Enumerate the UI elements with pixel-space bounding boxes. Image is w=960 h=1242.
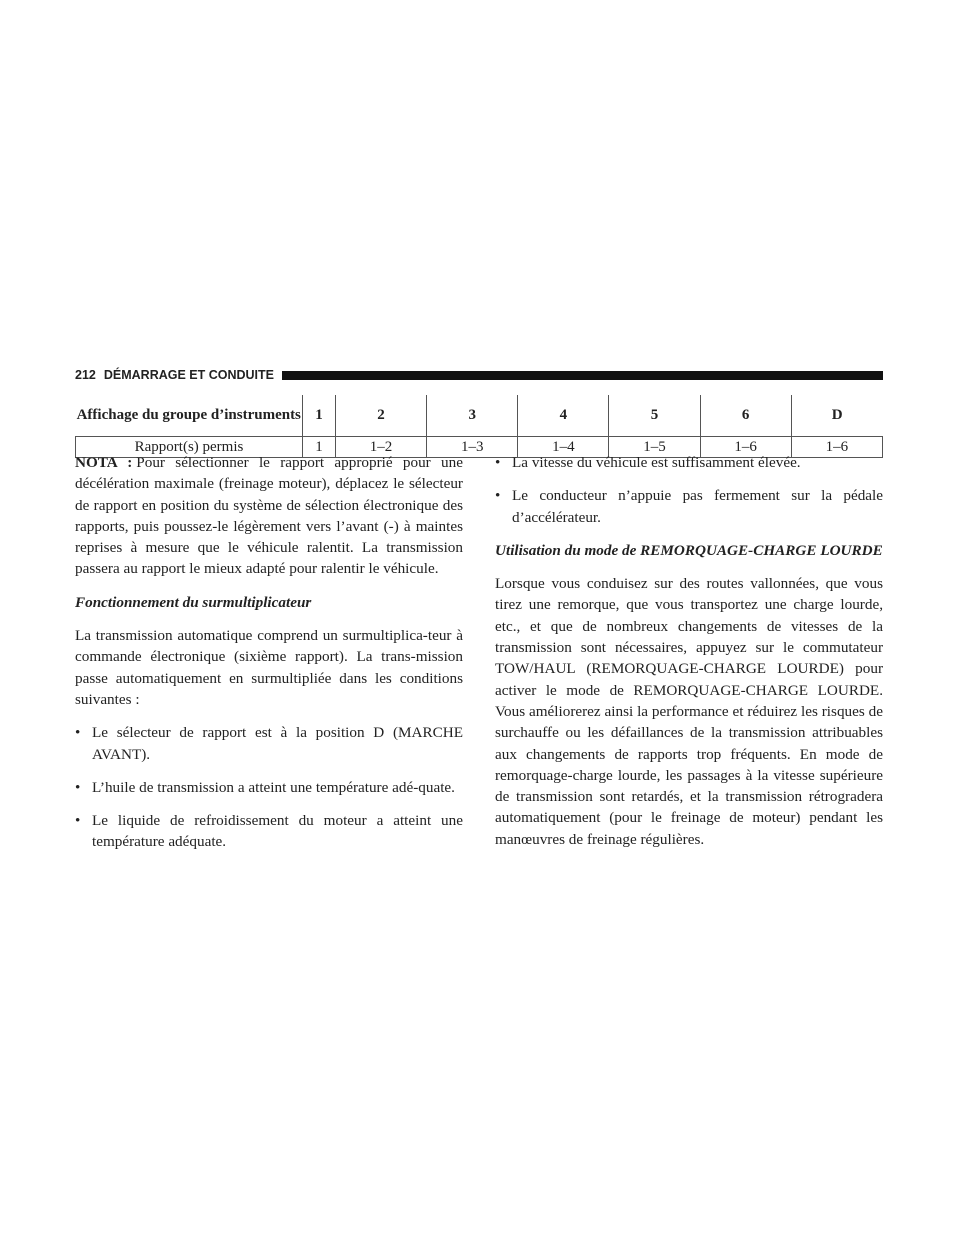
bullet-glyph: • [495,487,501,505]
table-cell: 1 [303,437,336,458]
table-row-label: Rapport(s) permis [76,437,303,458]
table-column-header: 3 [427,395,518,437]
table-column-header: 2 [335,395,426,437]
nota-text: Pour sélectionner le rapport approprié pour une décélération maximale (freinage moteur), déplacez le sélecteur de rapport en position du système de sélection électronique des rapports, puis poussez-le légèrement vers l’avant (-) à maintes reprises à mesure que le véhicule ralentit. La transmission passera au rapport le mieux adapté pour ralentir le véhicule. [75,454,463,578]
list-item-text: L’huile de transmission a atteint une température adé-quate. [92,778,455,796]
table-cell: 1–6 [700,437,791,458]
table-column-header: D [791,395,882,437]
nota-paragraph [75,452,463,580]
table-column-header: 6 [700,395,791,437]
gear-table [75,395,883,458]
table-cell: 1–2 [335,437,426,458]
nota-label: NOTA : [75,454,133,471]
subheading-overdrive: Fonctionnement du surmultiplicateur [75,593,312,611]
list-item-text: Le sélecteur de rapport est à la position D (MARCHE AVANT). [92,724,463,763]
bullet-glyph: • [75,724,81,742]
table-column-header: 5 [609,395,700,437]
left-column [75,452,463,865]
list-item [75,777,463,798]
list-item-text: Le conducteur n’appuie pas fermement sur la pédale d’accélérateur. [512,487,883,526]
bullet-glyph: • [495,454,501,471]
table-column-header: 4 [518,395,609,437]
bullet-glyph: • [75,778,81,796]
list-item-text: Le liquide de refroidissement du moteur a atteint une température adéquate. [92,812,463,851]
overdrive-intro: La transmission automatique comprend un surmultiplica-teur à commande électronique (sixième rapport). La trans-mission passe automatiquement en surmultipliée dans les conditions suivantes : [75,627,463,708]
header-rule [282,371,883,380]
list-item [75,810,463,853]
table-cell: 1–6 [791,437,882,458]
subheading-tow-haul: Utilisation du mode de REMORQUAGE-CHARGE LOURDE [495,541,883,559]
list-item [495,485,883,528]
bullet-glyph: • [75,812,81,830]
right-column [495,452,883,862]
table-cell: 1–5 [609,437,700,458]
page-number: 212 [75,368,96,382]
page-header [75,364,883,386]
section-title: DÉMARRAGE ET CONDUITE [103,368,275,382]
list-item [75,722,463,765]
gear-table-header-row [76,395,883,437]
list-item [495,452,883,473]
table-cell: 1–3 [427,437,518,458]
table-cell: 1–4 [518,437,609,458]
table-row-header-label: Affichage du groupe d’instruments [76,395,303,437]
table-column-header: 1 [303,395,336,437]
list-item-text: La vitesse du véhicule est suffisamment élevée. [512,454,801,471]
tow-haul-paragraph: Lorsque vous conduisez sur des routes vallonnées, que vous tirez une remorque, que vous transportez une charge lourde, etc., et que de nombreux changements de vitesses de la transmission sont nécessaires, appuyez sur le commutateur TOW/HAUL (REMORQUAGE-CHARGE LOURDE) pour activer le mode de REMORQUAGE-CHARGE LOURDE. Vous améliorerez ainsi la performance et réduirez les risques de surchauffe ou les défaillances de la transmission attribuables aux changements de rapports trop fréquents. En mode de remorquage-charge lourde, les passages à la vitesse supérieure de transmission sont retardés, et la transmission rétrogradera automatiquement (pour le freinage de moteur) pendant les manœuvres de freinage régulières. [495,575,883,848]
